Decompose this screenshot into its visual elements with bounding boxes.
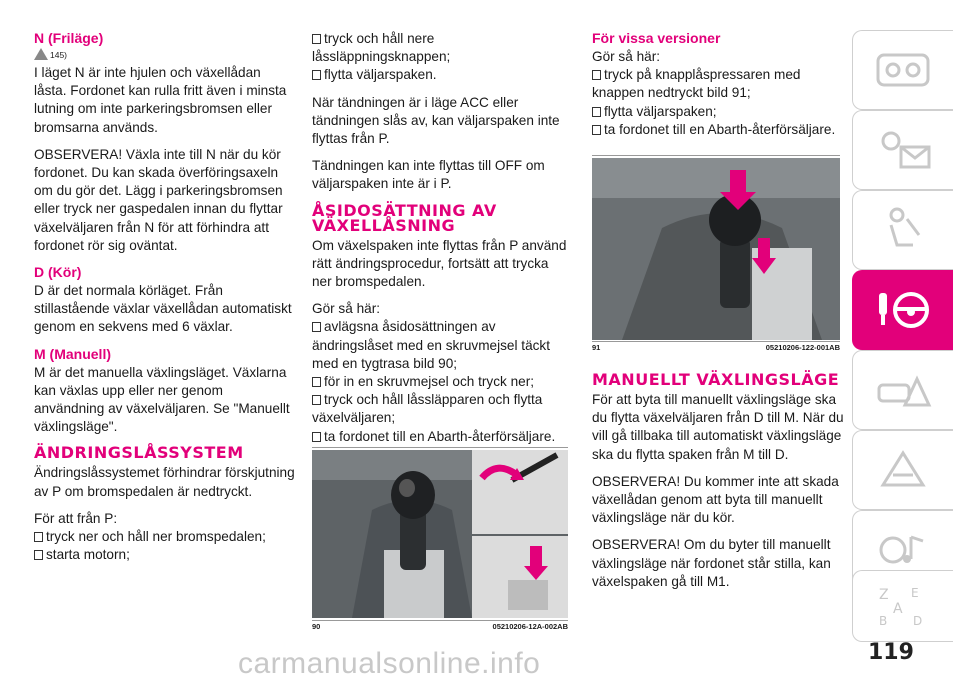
- svg-text:D: D: [913, 614, 923, 628]
- checkbox-bullet-icon: [34, 550, 43, 560]
- paragraph-do: Gör så här:: [312, 301, 380, 317]
- tab-emergency[interactable]: [852, 350, 953, 430]
- breakdown-icon: [873, 365, 933, 415]
- car-dashboard-icon: [873, 45, 933, 95]
- paragraph-d: D är det normala körläget. Från stillastående växlar växellådan automatiskt genom en sekvens med 6 växlar.: [34, 283, 292, 335]
- figure-91-caption: 91 05210206-122-001AB: [592, 343, 840, 352]
- gear-shifter-override-illustration: [312, 450, 568, 618]
- list-item: flytta väljarspaken;: [592, 103, 844, 121]
- paragraph-n: I läget N är inte hjulen och växellådan låsta. Fordonet kan rulla fritt även i minsta lutning om inte parkeringsbromsen eller bromsarna används.: [34, 65, 287, 135]
- tab-maintenance[interactable]: [852, 430, 953, 510]
- tab-index[interactable]: [852, 570, 953, 642]
- list-item: avlägsna åsidosättningen av ändringslåset med en skruvmejsel täckt med en tygtrasa bild 90;: [312, 319, 550, 371]
- heading-m-manual: M (Manuell): [34, 345, 111, 362]
- paragraph-off: Tändningen kan inte flyttas till OFF om väljarspaken inte är i P.: [312, 158, 545, 192]
- heading-some-versions: För vissa versioner: [592, 30, 721, 46]
- list-item: ta fordonet till en Abarth-återförsäljare.: [592, 121, 844, 139]
- paragraph-observe-3: OBSERVERA! Om du byter till manuellt växlingsläge när fordonet står stilla, kan växelspaken gå till M1.: [592, 537, 831, 589]
- svg-text:B: B: [879, 614, 888, 628]
- checkbox-bullet-icon: [312, 432, 321, 442]
- svg-text:A: A: [893, 601, 903, 617]
- chapter-tabs: [852, 0, 960, 678]
- warning-triangle-icon: [34, 48, 48, 60]
- paragraph-m: M är det manuella växlingsläget. Växlarna kan växlas upp eller ner genom användning av växelväljaren. Se "Manuellt växlingsläge".: [34, 364, 290, 435]
- checkbox-bullet-icon: [312, 70, 321, 80]
- heading-shift-lock: ÄNDRINGSLÅSSYSTEM: [34, 443, 244, 463]
- checkbox-bullet-icon: [34, 532, 43, 542]
- checkbox-bullet-icon: [312, 395, 321, 405]
- tab-warning-lights[interactable]: [852, 110, 953, 190]
- index-letters-icon: [873, 581, 933, 631]
- checkbox-bullet-icon: [312, 322, 321, 332]
- heading-manual-mode: MANUELLT VÄXLINGSLÄGE: [592, 370, 840, 389]
- page-number: 119: [868, 640, 914, 665]
- list-item: ta fordonet till en Abarth-återförsäljare.: [312, 428, 568, 446]
- paragraph-acc: När tändningen är i läge ACC eller tändningen slås av, kan väljarspaken inte flyttas från P.: [312, 94, 560, 147]
- checkbox-bullet-icon: [312, 34, 321, 44]
- figure-rule: [312, 447, 568, 448]
- column-3: [592, 30, 844, 139]
- figure-90-gear-shifter: [312, 450, 568, 618]
- svg-text:E: E: [911, 586, 919, 600]
- column-1: [34, 30, 296, 564]
- checkbox-bullet-icon: [592, 70, 601, 80]
- list-item: tryck och håll låssläpparen och flytta växelväljaren;: [312, 392, 543, 426]
- column-3-lower: [592, 372, 844, 600]
- list-item: för in en skruvmejsel och tryck ner;: [312, 373, 568, 391]
- figure-90-caption: 90 05210206-12A-002AB: [312, 622, 568, 631]
- paragraph-shift-lock: Ändringslåssystemet förhindrar förskjutning av P om bromspedalen är nedtryckt.: [34, 465, 295, 499]
- list-item: flytta väljarspaken.: [312, 66, 568, 84]
- svg-text:Z: Z: [879, 587, 889, 603]
- heading-n-neutral: N (Friläge): [34, 30, 104, 46]
- heading-lock-override: ÅSIDOSÄTTNING AV VÄXELLÅSNING: [312, 200, 497, 235]
- watermark: carmanualsonline.info: [238, 647, 541, 680]
- warning-triangle-icon: [873, 445, 933, 495]
- paragraph-from-p: För att från P:: [34, 510, 118, 526]
- multimedia-icon: [873, 525, 933, 575]
- airbag-seat-icon: [873, 205, 933, 255]
- paragraph-do: Gör så här:: [592, 49, 660, 64]
- steering-wheel-key-icon: [873, 285, 933, 335]
- checkbox-bullet-icon: [592, 125, 601, 135]
- tab-starting-driving[interactable]: [852, 270, 953, 350]
- paragraph-observe-2: OBSERVERA! Du kommer inte att skada växellådan genom att byta till manuellt växlingsläge när du kör.: [592, 473, 839, 526]
- warning-light-icon: [873, 125, 933, 175]
- figure-91-gear-shifter: [592, 158, 840, 340]
- column-2: [312, 30, 568, 446]
- paragraph-observe-1: OBSERVERA! Växla inte till N när du kör fordonet. Du kan skada överföringsaxeln om du gör det. Lägg i parkeringsbromsen eller tryck ner gaspedalen innan du flyttar växelväljaren från N för att förhindra att fordonet rör sig oväntat.: [34, 146, 283, 253]
- list-item: starta motorn;: [34, 546, 296, 564]
- checkbox-bullet-icon: [592, 107, 601, 117]
- list-item: tryck och håll nere låssläppningsknappen;: [312, 31, 451, 65]
- paragraph-override: Om växelspaken inte flyttas från P använd rätt ändringsprocedur, fortsätt att trycka ner bromspedalen.: [312, 237, 567, 290]
- tab-safety[interactable]: [852, 190, 953, 270]
- figure-rule: [592, 155, 840, 156]
- list-item: tryck på knapplåspressaren med knappen nedtryckt bild 91;: [592, 67, 801, 101]
- warning-reference: 145): [34, 48, 296, 60]
- heading-d-drive: D (Kör): [34, 264, 82, 281]
- caption-rule: [312, 620, 568, 621]
- checkbox-bullet-icon: [312, 377, 321, 387]
- list-item: tryck ner och håll ner bromspedalen;: [34, 528, 296, 546]
- paragraph-manual: För att byta till manuellt växlingsläge ska du flytta växelväljaren från D till M. När du vill gå tillbaka till automatiskt växlingsläge ska du flytta spaken från M till D.: [592, 392, 844, 462]
- gear-shifter-button-illustration: [592, 158, 840, 340]
- caption-rule: [592, 341, 840, 342]
- tab-dashboard[interactable]: [852, 30, 953, 110]
